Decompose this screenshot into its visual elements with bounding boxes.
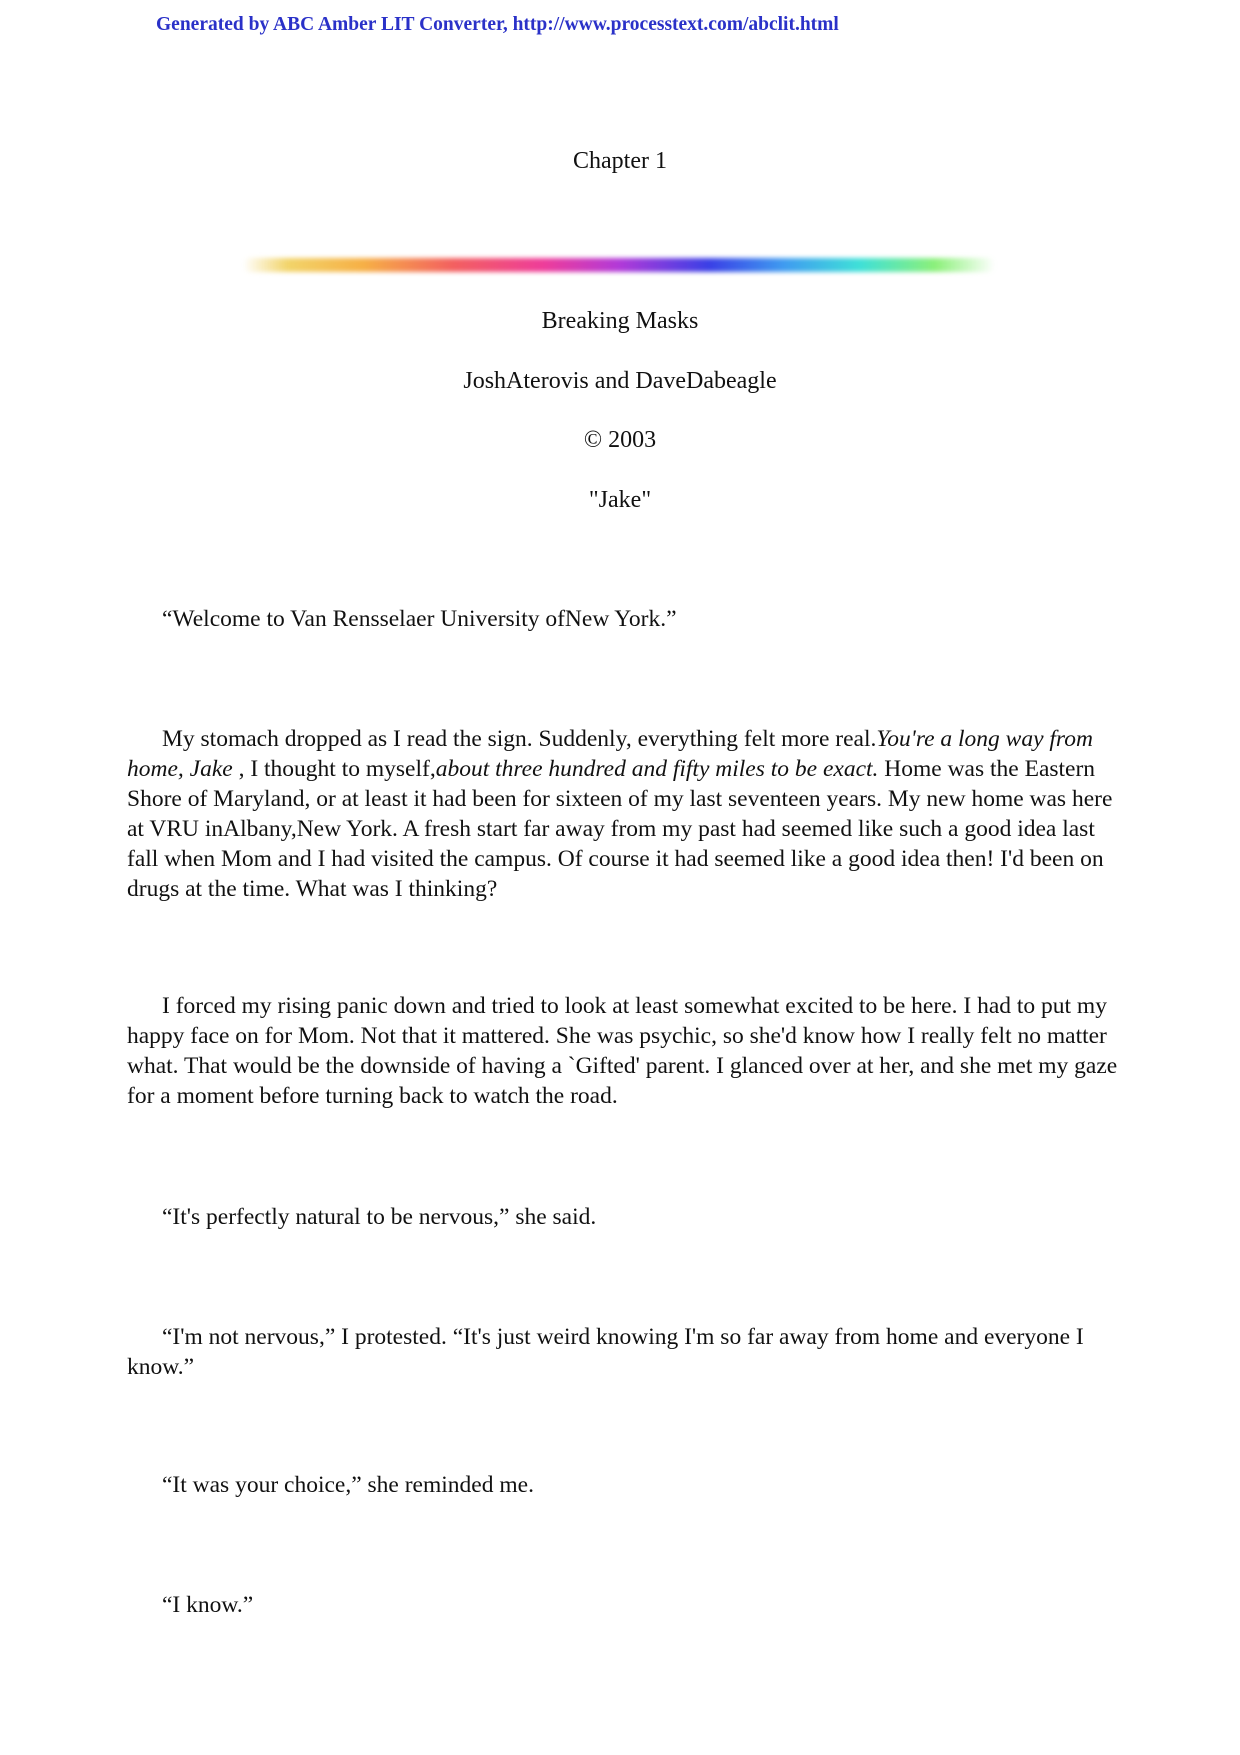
- para-text: My stomach dropped as I read the sign. Suddenly, everything felt more real.: [162, 726, 877, 752]
- book-title: Breaking Masks: [541, 308, 699, 334]
- paragraph-rising-panic: I forced my rising panic down and tried to look at least somewhat excited to be here. I had to put my happy face on for Mom. Not that it mattered. She was psychic, so she'd know how I really felt no matter what. That would be the downside of having a `Gifted' parent. I glanced over at her, and she met my gaze for a moment before turning back to watch the road.: [127, 993, 1118, 1109]
- copyright-line: © 2003: [583, 427, 657, 453]
- italic-thought: You're a long way from home, Jake: [127, 726, 1093, 782]
- paragraph-natural-nervous: “It's perfectly natural to be nervous,” she said.: [162, 1204, 597, 1230]
- paragraph-your-choice: “It was your choice,” she reminded me.: [162, 1472, 534, 1498]
- paragraph-welcome-sign: “Welcome to Van Rensselaer University ofNew York.”: [162, 606, 677, 632]
- italic-thought: about three hundred and fifty miles to be exact.: [435, 756, 879, 782]
- paragraph-not-nervous: “I'm not nervous,” I protested. “It's just weird knowing I'm so far away from home and everyone I know.”: [127, 1324, 1084, 1380]
- para-text: Home was the Eastern Shore of Maryland, or at least it had been for sixteen of my last seventeen years. My new home was here at VRU inAlbany,New York. A fresh start far away from my past had seemed like such a good idea last fall when Mom and I had visited the campus. Of course it had seemed like a good idea then! I'd been on drugs at the time. What was I thinking?: [127, 756, 1113, 902]
- chapter-heading: Chapter 1: [573, 148, 667, 174]
- rainbow-divider: [243, 258, 995, 272]
- para-text: , I thought to myself,: [232, 756, 436, 782]
- converter-banner: Generated by ABC Amber LIT Converter, http://www.processtext.com/abclit.html: [156, 14, 839, 35]
- paragraph-i-know: “I know.”: [162, 1592, 254, 1618]
- paragraph-stomach-dropped: [127, 724, 1119, 904]
- narrator-line: "Jake": [588, 487, 652, 513]
- authors-line: JoshAterovis and DaveDabeagle: [463, 368, 777, 394]
